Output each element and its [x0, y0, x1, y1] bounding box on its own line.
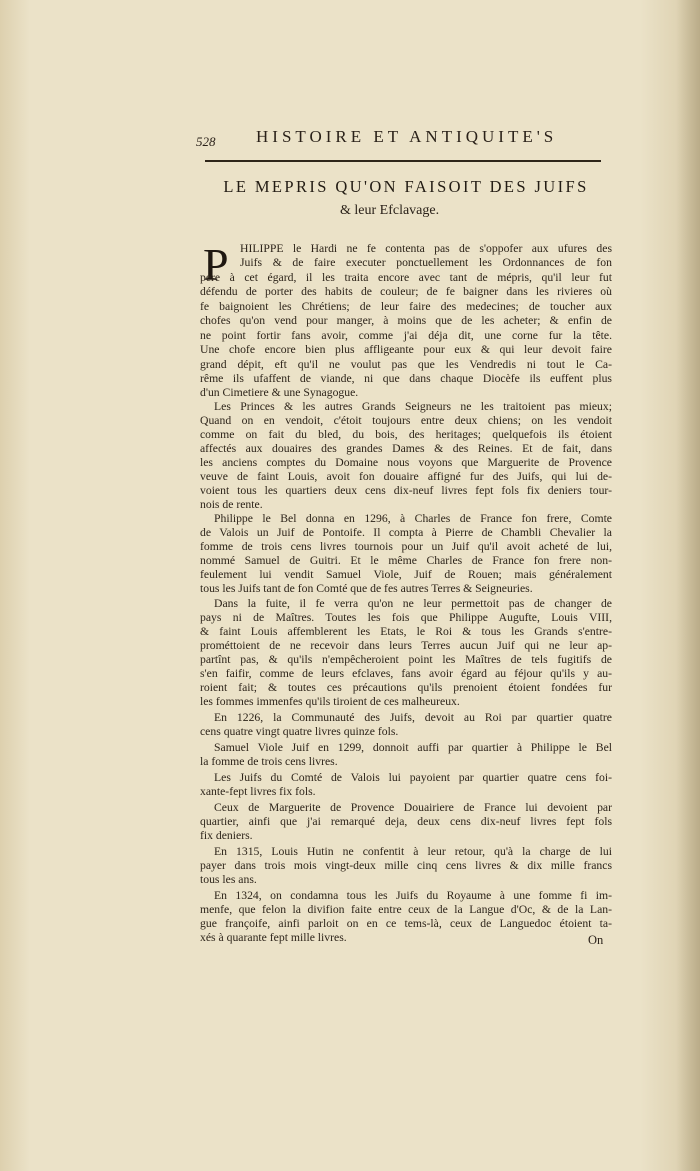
text-line: prométtoient de ne recevoir dans leurs Terres aucun Juif qui ne leur ap-: [200, 639, 612, 652]
text-line: En 1324, on condamna tous les Juifs du Royaume à une fomme fi im-: [214, 889, 612, 902]
text-line: partînt pas, & qu'ils n'empêcheroient point les Maîtres de tels fugitifs de: [200, 653, 612, 666]
page-edge-shadow: [676, 0, 700, 1171]
text-line: fomme de trois cens livres tournois pour un Juif qu'il avoit acheté de lui,: [200, 540, 612, 553]
chapter-title: LE MEPRIS QU'ON FAISOIT DES JUIFS: [223, 177, 589, 196]
text-line: Une chofe encore bien plus affligeante pour eux & qui leur devoit faire: [200, 343, 612, 356]
drop-cap: P: [203, 239, 229, 290]
text-line: tous les ans.: [200, 873, 257, 886]
text-line: chofes qu'on vend pour manger, à moins que de les acheter; & enfin de: [200, 314, 612, 327]
text-line: comme on fait du bled, du bois, des heritages; quelquefois ils étoient: [200, 428, 612, 441]
text-line: xante-fept livres fix fols.: [200, 785, 316, 798]
text-line: En 1226, la Communauté des Juifs, devoit au Roi par quartier quatre: [214, 711, 612, 724]
text-line: Quand on en vendoit, c'étoit toujours entre deux chiens; on les vendoit: [200, 414, 612, 427]
text-line: Ceux de Marguerite de Provence Douairiere de France lui devoient par: [214, 801, 612, 814]
text-line: les anciens comptes du Domaine nous voyons que Marguerite de Provence: [200, 456, 612, 469]
text-line: la fomme de trois cens livres.: [200, 755, 338, 768]
text-line: Les Juifs du Comté de Valois lui payoient par quartier quatre cens foi-: [214, 771, 612, 784]
text-line: affectés aux douaires des grandes Dames & des Reines. Et de fait, dans: [200, 442, 612, 455]
text-line: feulement lui vendit Samuel Viole, Juif de Rouen; mais généralement: [200, 568, 612, 581]
text-line: ne point fortir fans avoir, comme j'ai déja dit, une corne fur la tête.: [200, 329, 612, 342]
catchword: On: [588, 933, 604, 947]
text-line: menfe, que felon la divifion faite entre ceux de la Langue d'Oc, & de la Lan-: [200, 903, 612, 916]
text-line: les fommes immenfes qu'ils tiroient de ces malheureux.: [200, 695, 460, 708]
text-line: pere à cet égard, il les traita encore avec tant de mépris, qu'il leur fut: [200, 271, 612, 284]
text-line: En 1315, Louis Hutin ne confentit à leur retour, qu'à la charge de lui: [214, 845, 612, 858]
running-title: HISTOIRE ET ANTIQUITE'S: [256, 127, 558, 146]
text-line: Juifs & de faire executer ponctuellement les Ordonnances de fon: [240, 256, 612, 269]
text-line: roient fait; & toutes ces précautions qu'ils prenoient étoient fondées fur: [200, 681, 612, 694]
text-line: de Valois un Juif de Pontoife. Il compta à Pierre de Chambli Chevalier la: [200, 526, 612, 539]
text-line: nommé Samuel de Guitri. Et le même Charles de France fon frere non-: [200, 554, 612, 567]
text-line: fix deniers.: [200, 829, 253, 842]
text-line: Samuel Viole Juif en 1299, donnoit auffi par quartier à Philippe le Bel: [214, 741, 612, 754]
text-line: fe baignoient les Chrétiens; de leur faire des medecines; de toucher aux: [200, 300, 612, 313]
text-line: s'en faifir, comme de leurs efclaves, fans avoir égard au féjour qu'ils y au-: [200, 667, 612, 680]
text-line: quartier, ainfi que j'ai remarqué deja, deux cens dix-neuf livres fept fols: [200, 815, 612, 828]
header-rule: [205, 160, 601, 162]
text-line: tous les Juifs tant de fon Comté que de fes autres Terres & Seigneuries.: [200, 582, 533, 595]
text-line: rême ils ufaffent de viande, ni que dans chaque Diocèfe ils euffent plus: [200, 372, 612, 385]
text-line: payer dans trois mois vingt-deux mille cinq cens livres & dix mille francs: [200, 859, 612, 872]
text-line: pays ni de Maîtres. Toutes les fois que Philippe Augufte, Louis VIII,: [200, 611, 612, 624]
page-number: 528: [196, 134, 216, 149]
text-line: gue françoife, ainfi parloit on en ce tems-là, ceux de Languedoc étoient ta-: [200, 917, 612, 930]
text-line: voient tous les quartiers deux cens dix-neuf livres fept fols fix deniers tour-: [200, 484, 612, 497]
text-line: HILIPPE le Hardi ne fe contenta pas de s'oppofer aux ufures des: [240, 242, 612, 255]
text-line: d'un Cimetiere & une Synagogue.: [200, 386, 359, 399]
text-line: veuve de faint Louis, avoit fon douaire affigné fur des Juifs, qui lui de-: [200, 470, 612, 483]
text-line: cens quatre vingt quatre livres quinze fols.: [200, 725, 399, 738]
text-line: Dans la fuite, il fe verra qu'on ne leur permettoit pas de changer de: [214, 597, 612, 610]
text-line: & faint Louis affemblerent les Etats, le Roi & tous les Grands s'entre-: [200, 625, 612, 638]
text-line: Les Princes & les autres Grands Seigneurs ne les traitoient pas mieux;: [214, 400, 612, 413]
text-line: Philippe le Bel donna en 1296, à Charles de France fon frere, Comte: [214, 512, 612, 525]
chapter-subtitle: & leur Efclavage.: [340, 203, 440, 218]
text-line: grand dépit, eft qu'il ne voulut pas que les Vendredis ni tout le Ca-: [200, 358, 612, 371]
page-header: [196, 127, 606, 151]
text-line: défendu de porter des habits de couleur; de fe baigner dans les rivieres où: [200, 285, 612, 298]
text-line: nois de rente.: [200, 498, 263, 511]
text-line: xés à quarante fept mille livres.: [200, 931, 347, 944]
